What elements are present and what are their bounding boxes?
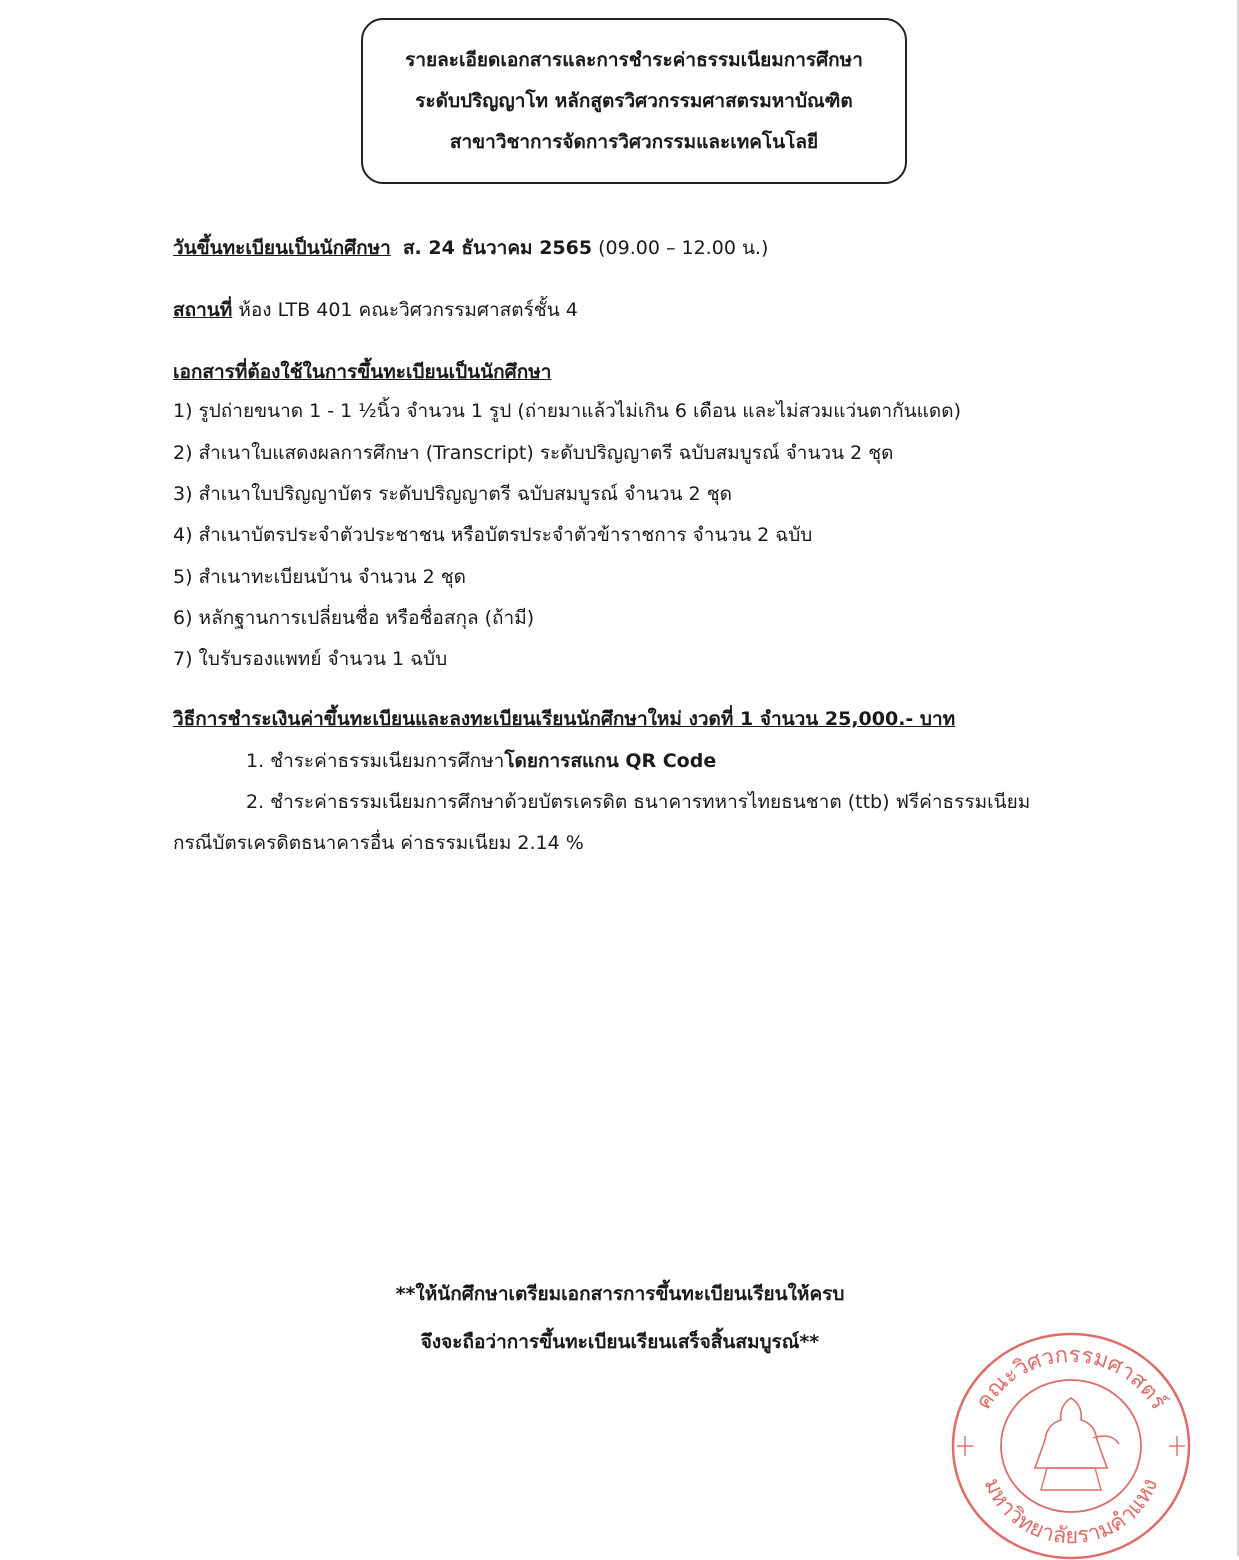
stamp-bottom-text: มหาวิทยาลัยรามคำแหง	[979, 1474, 1163, 1549]
document-item-3: 3) สำเนาใบปริญญาบัตร ระดับปริญญาตรี ฉบับสมบูรณ์ จำนวน 2 ชุด	[173, 483, 732, 505]
registration-time: (09.00 – 12.00 น.)	[598, 237, 769, 259]
registration-label: วันขึ้นทะเบียนเป็นนักศึกษา	[173, 237, 391, 259]
payment-item-1-prefix: 1. ชำระค่าธรรมเนียมการศึกษา	[246, 750, 505, 772]
title-line-3: สาขาวิชาการจัดการวิศวกรรมและเทคโนโลยี	[449, 131, 819, 153]
document-item-7: 7) ใบรับรองแพทย์ จำนวน 1 ฉบับ	[173, 648, 448, 670]
document-item-1: 1) รูปถ่ายขนาด 1 - 1 ½นิ้ว จำนวน 1 รูป (ถ่ายมาแล้วไม่เกิน 6 เดือน และไม่สวมแว่นตากันแดด)	[173, 400, 961, 422]
stamp-top-text: คณะวิศวกรรมศาสตร์	[970, 1341, 1172, 1414]
document-item-5: 5) สำเนาทะเบียนบ้าน จำนวน 2 ชุด	[173, 566, 466, 588]
title-line-1: รายละเอียดเอกสารและการชำระค่าธรรมเนียมการศึกษา	[405, 49, 863, 71]
document-item-6: 6) หลักฐานการเปลี่ยนชื่อ หรือชื่อสกุล (ถ้ามี)	[173, 607, 535, 629]
payment-item-2: 2. ชำระค่าธรรมเนียมการศึกษาด้วยบัตรเครดิต ธนาคารทหารไทยธนชาต (ttb) ฟรีค่าธรรมเนียม	[246, 791, 1031, 813]
registration-line	[173, 236, 768, 260]
notice-line-2: จึงจะถือว่าการขึ้นทะเบียนเรียนเสร็จสิ้นสมบูรณ์**	[420, 1331, 820, 1353]
registration-date: ส. 24 ธันวาคม 2565	[402, 237, 593, 259]
notice-line-1: **ให้นักศึกษาเตรียมเอกสารการขึ้นทะเบียนเรียนให้ครบ	[395, 1283, 845, 1305]
location-line	[173, 298, 578, 322]
title-line-2: ระดับปริญญาโท หลักสูตรวิศวกรรมศาสตรมหาบัณฑิต	[415, 90, 853, 112]
university-seal-stamp	[943, 1328, 1199, 1560]
title-box	[361, 18, 907, 184]
location-label: สถานที่	[173, 299, 233, 321]
location-value: ห้อง LTB 401 คณะวิศวกรรมศาสตร์ชั้น 4	[238, 299, 578, 321]
documents-heading: เอกสารที่ต้องใช้ในการขึ้นทะเบียนเป็นนักศึกษา	[173, 361, 552, 383]
notice-block	[300, 1270, 940, 1366]
document-item-2: 2) สำเนาใบแสดงผลการศึกษา (Transcript) ระดับปริญญาตรี ฉบับสมบูรณ์ จำนวน 2 ชุด	[173, 442, 894, 464]
payment-item-1	[246, 749, 716, 773]
payment-heading: วิธีการชำระเงินค่าขึ้นทะเบียนและลงทะเบียนเรียนนักศึกษาใหม่ งวดที่ 1 จำนวน 25,000.- บาท	[173, 708, 956, 730]
payment-item-1-bold: โดยการสแกน QR Code	[504, 750, 717, 772]
document-item-4: 4) สำเนาบัตรประจำตัวประชาชน หรือบัตรประจำตัวข้าราชการ จำนวน 2 ฉบับ	[173, 524, 813, 546]
payment-item-2-continuation: กรณีบัตรเครดิตธนาคารอื่น ค่าธรรมเนียม 2.14 %	[173, 832, 584, 854]
